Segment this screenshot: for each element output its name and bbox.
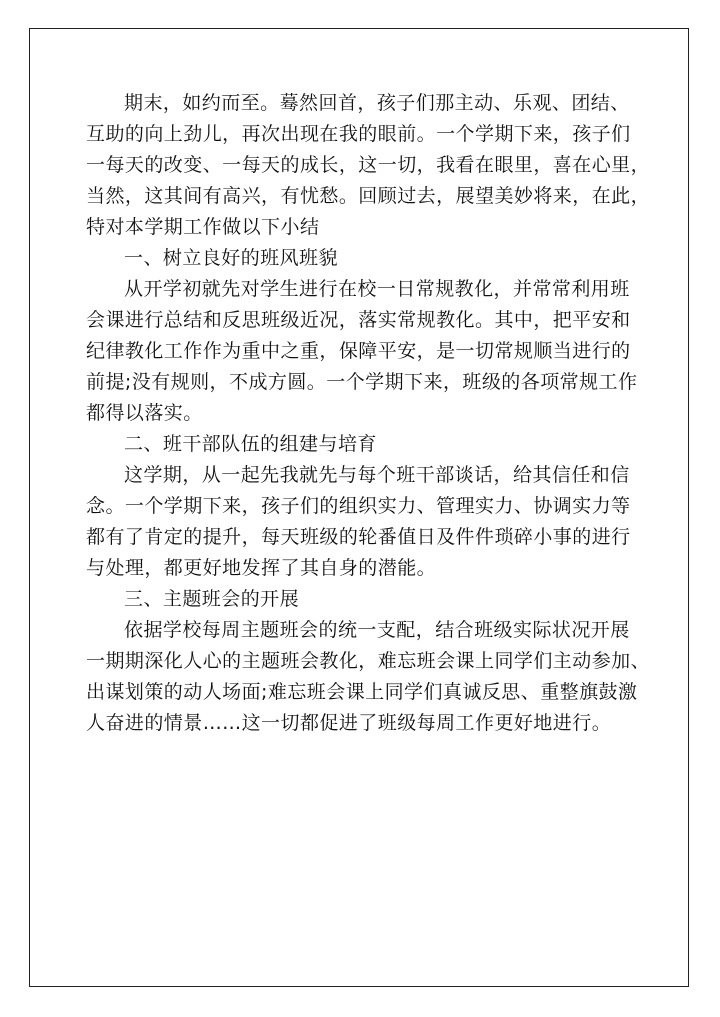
- paragraph-intro-line-5: 特对本学期工作做以下小结: [86, 216, 320, 238]
- section-heading-2: 二、班干部队伍的组建与培育: [124, 433, 377, 455]
- paragraph-intro-line-3: 一每天的改变、一每天的成长，这一切，我看在眼里，喜在心里，: [86, 154, 651, 176]
- section-heading-3: 三、主题班会的开展: [124, 588, 300, 610]
- paragraph-intro-line-4: 当然，这其间有高兴，有忧愁。回顾过去，展望美妙将来，在此，: [86, 185, 651, 207]
- section-1-line-1: 从开学初就先对学生进行在校一日常规教化，并常常利用班: [124, 278, 630, 300]
- section-3-line-1: 依据学校每周主题班会的统一支配，结合班级实际状况开展: [124, 619, 630, 641]
- section-2-line-3: 都有了肯定的提升，每天班级的轮番值日及件件琐碎小事的进行: [86, 526, 631, 548]
- section-2-line-4: 与处理，都更好地发挥了其自身的潜能。: [86, 557, 437, 579]
- section-2-line-2: 念。一个学期下来，孩子们的组织实力、管理实力、协调实力等: [86, 495, 631, 517]
- section-1-line-4: 前提;没有规则，不成方圆。一个学期下来，班级的各项常规工作: [86, 371, 638, 393]
- section-1-line-2: 会课进行总结和反思班级近况，落实常规教化。其中，把平安和: [86, 309, 631, 331]
- section-3-line-2: 一期期深化人心的主题班会教化，难忘班会课上同学们主动参加、: [86, 650, 651, 672]
- section-3-line-3: 出谋划策的动人场面;难忘班会课上同学们真诚反思、重整旗鼓激: [86, 681, 638, 703]
- section-1-line-5: 都得以落实。: [86, 402, 203, 424]
- paragraph-intro-line-1: 期末，如约而至。蓦然回首，孩子们那主动、乐观、团结、: [124, 92, 630, 114]
- section-2-line-1: 这学期，从一起先我就先与每个班干部谈话，给其信任和信: [124, 464, 630, 486]
- section-3-line-4: 人奋进的情景……这一切都促进了班级每周工作更好地进行。: [86, 712, 612, 734]
- paragraph-intro-line-2: 互助的向上劲儿，再次出现在我的眼前。一个学期下来，孩子们: [86, 123, 631, 145]
- section-heading-1: 一、树立良好的班风班貌: [124, 247, 338, 269]
- section-1-line-3: 纪律教化工作作为重中之重，保障平安，是一切常规顺当进行的: [86, 340, 631, 362]
- document-body: [86, 88, 651, 739]
